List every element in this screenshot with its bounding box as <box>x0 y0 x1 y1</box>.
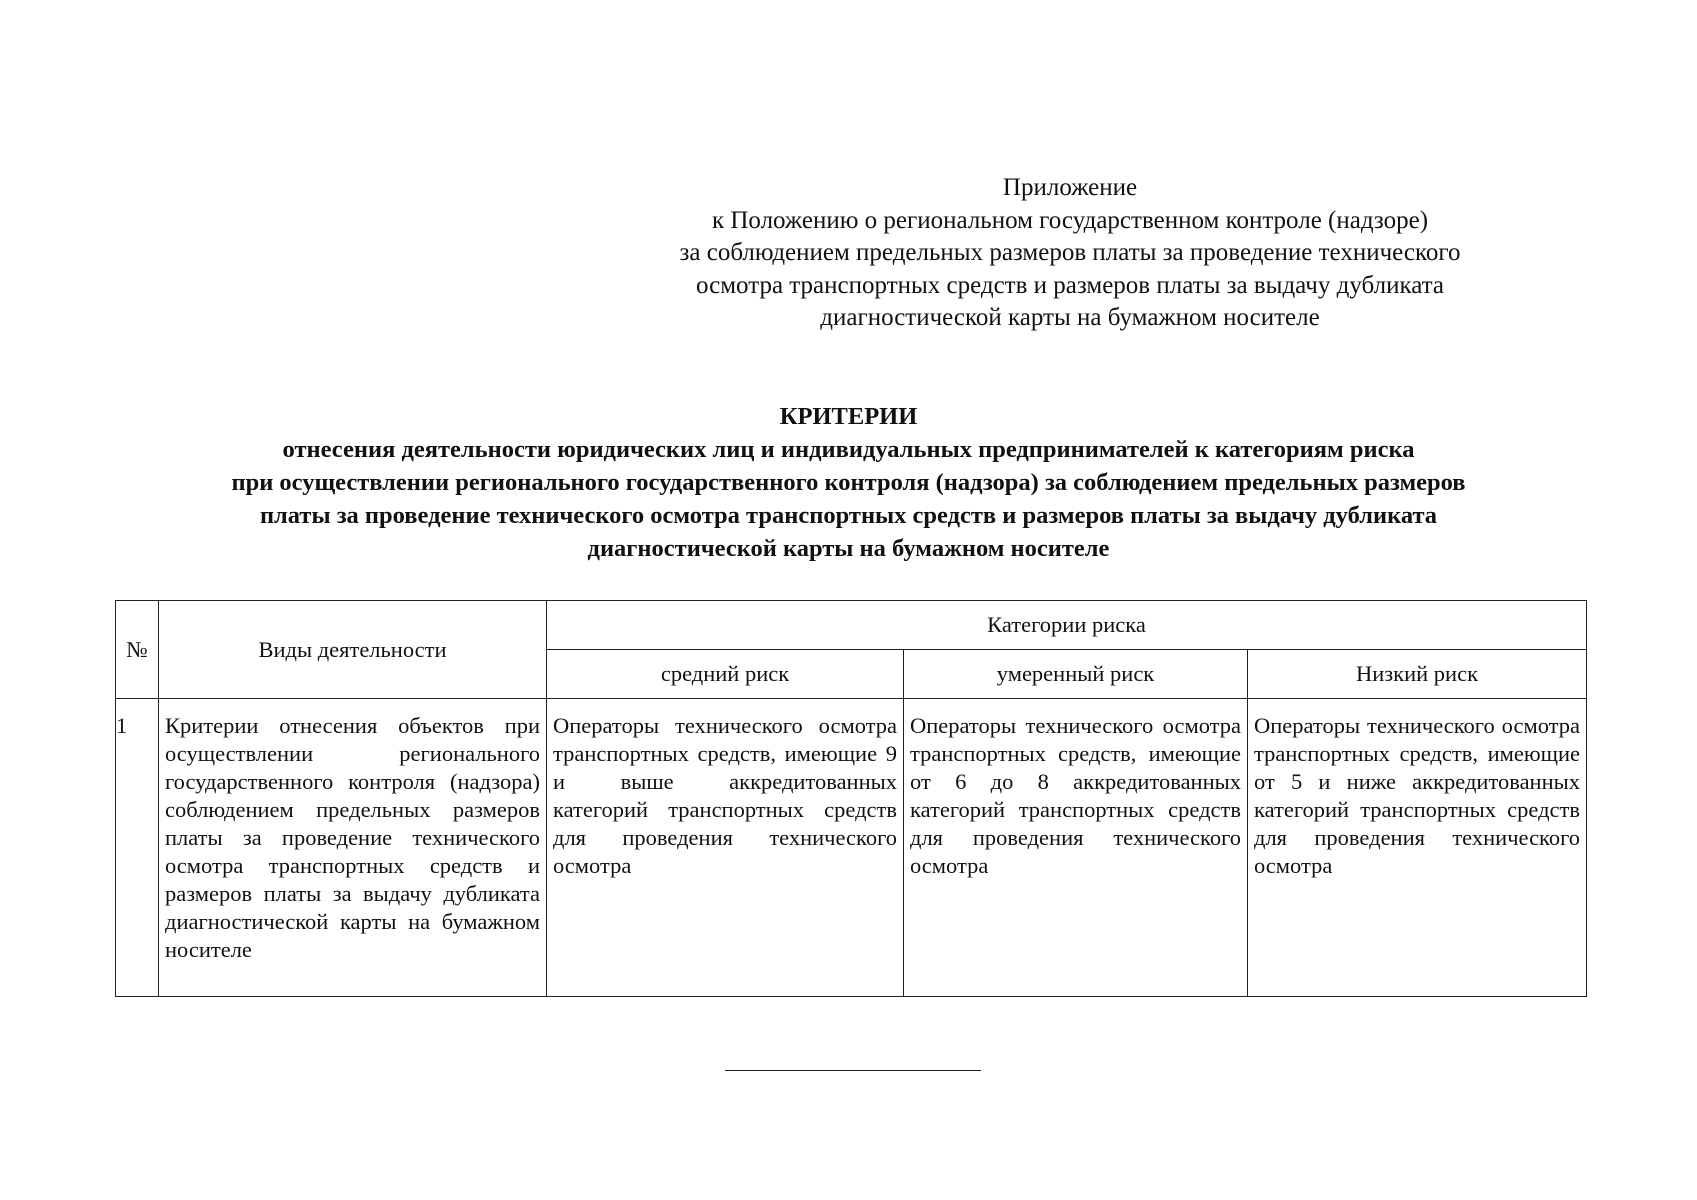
heading-line: диагностической карты на бумажном носителе <box>587 535 1110 562</box>
appendix-line: осмотра транспортных средств и размеров платы за выдачу дубликата <box>696 271 1444 299</box>
cell-moderate-risk: Операторы технического осмотра транспортных средств, имеющие от 6 до 8 аккредитованных категорий транспортных средств для проведения технического осмотра <box>904 699 1248 997</box>
heading-line: отнесения деятельности юридических лиц и индивидуальных предпринимателей к категориям риска <box>282 436 1415 463</box>
cell-low-risk: Операторы технического осмотра транспортных средств, имеющие от 5 и ниже аккредитованных категорий транспортных средств для проведения технического осмотра <box>1248 699 1587 997</box>
header-risk-categories: Категории риска <box>547 601 1587 650</box>
cell-medium-risk: Операторы технического осмотра транспортных средств, имеющие 9 и выше аккредитованных категорий транспортных средств для проведения технического осмотра <box>547 699 904 997</box>
cell-number: 1 <box>116 699 159 997</box>
document-title: КРИТЕРИИ <box>779 403 918 430</box>
risk-criteria-table <box>115 600 1587 997</box>
appendix-line: за соблюдением предельных размеров платы за проведение технического <box>679 239 1461 266</box>
heading-line: платы за проведение технического осмотра транспортных средств и размеров платы за выдачу дубликата <box>259 502 1438 529</box>
appendix-line: к Положению о региональном государственном контроле (надзоре) <box>711 206 1429 234</box>
header-number: № <box>116 601 159 699</box>
header-low-risk: Низкий риск <box>1248 650 1587 699</box>
appendix-line: диагностической карты на бумажном носителе <box>820 304 1320 331</box>
header-activity: Виды деятельности <box>159 601 547 699</box>
table-header-row <box>116 601 1587 650</box>
header-medium-risk: средний риск <box>547 650 904 699</box>
closing-rule <box>725 1070 981 1071</box>
heading-line: при осуществлении регионального государственного контроля (надзора) за соблюдением предельных размеров <box>231 469 1466 496</box>
document-heading <box>60 400 1637 565</box>
appendix-line: Приложение <box>1002 174 1138 201</box>
header-moderate-risk: умеренный риск <box>904 650 1248 699</box>
appendix-block <box>640 172 1500 335</box>
table-row <box>116 699 1587 997</box>
cell-activity: Критерии отнесения объектов при осуществлении регионального государственного контроля (надзора) соблюдением предельных размеров платы за проведение технического осмотра транспортных средств и размеров платы за выдачу дубликата диагностической карты на бумажном носителе <box>159 699 547 997</box>
